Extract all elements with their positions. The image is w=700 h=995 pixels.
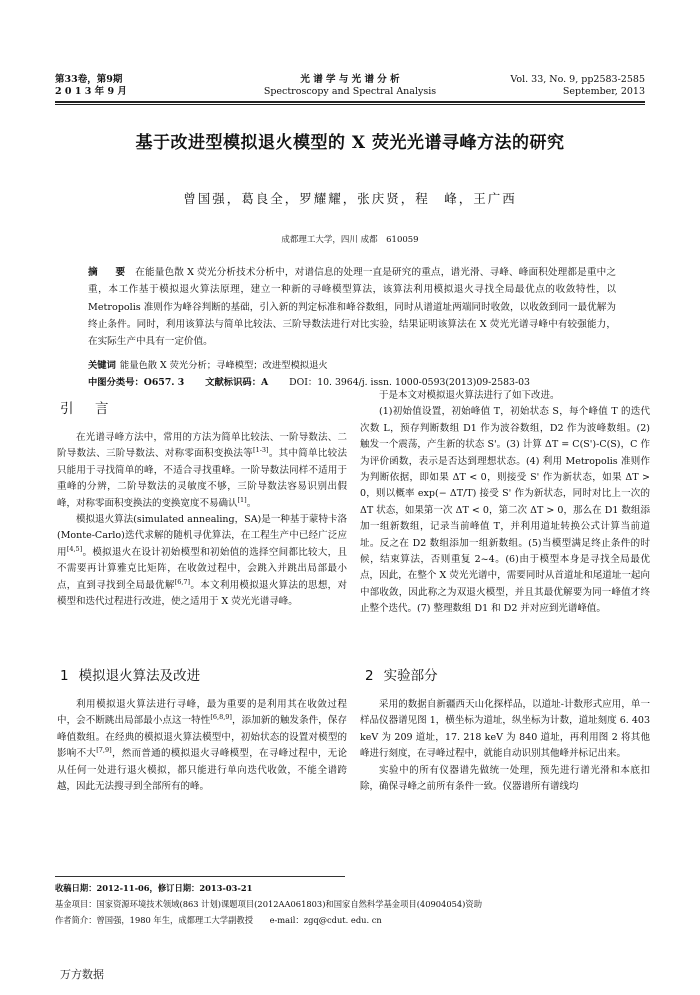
header-date: 2 0 1 3 年 9 月 xyxy=(55,86,127,97)
footnote xyxy=(55,880,615,928)
footnote-received: 收稿日期：2012-11-06，修订日期：2013-03-21 xyxy=(55,883,253,893)
section-2-paragraph-2: 实验中的所有仪器谱先做统一处理，预先进行谱光滑和本底扣除，确保寻峰之前所有条件一致。仪器谱所有谱线均 xyxy=(360,764,650,793)
doi: DOI：10. 3964/j. issn. 1000-0593(2013)09-2583-03 xyxy=(289,377,530,388)
intro-paragraph-1: 在光谱寻峰方法中，常用的方法为简单比较法、一阶导数法、二阶导数法、三阶导数法、对称零面积变换法等[1-3]。其中简单比较法只能用于寻找简单的峰，不适合寻找重峰。一阶导数法同样不适用于重峰的分辨，二阶导数法的灵敏度不够，三阶导数法容易识别出假峰，对称零面积变换法的变换宽度不易确认[1]。 xyxy=(57,432,347,509)
section-2-title: 实验部分 xyxy=(383,668,438,684)
section-1-paragraph: 利用模拟退火算法进行寻峰，最为重要的是利用其在收敛过程中，会不断跳出局部最小点这一特性[6,8,9]，添加新的触发条件，保存峰值数组。在经典的模拟退火算法模型中，初始状态的设置对模型的影响不大[7,9]，然而普通的模拟退火寻峰模型，在寻峰过程中，无论从任何一处进行退火模拟，都只能进行单向迭代收敛，不能全谱跨越，因此无法搜寻到全部所有的峰。 xyxy=(57,699,347,793)
header-month: September, 2013 xyxy=(562,86,645,97)
section-1-title: 模拟退火算法及改进 xyxy=(78,668,201,684)
journal-name-cn: 光 谱 学 与 光 谱 分 析 xyxy=(300,74,400,85)
section-1-heading xyxy=(60,664,200,684)
section-2-number: 2 xyxy=(365,668,374,684)
keywords-text: 能量色散 X 荧光分析；寻峰模型；改进型模拟退火 xyxy=(119,360,328,371)
header-rule-thick xyxy=(55,101,645,103)
journal-issue xyxy=(55,74,127,98)
footnote-author-bio: 作者简介：曾国强，1980 年生，成都理工大学副教授 e-mail：zgq@cdut. edu. cn xyxy=(55,915,382,925)
intro-heading: 引 言 xyxy=(60,401,113,417)
abstract xyxy=(88,264,616,350)
section-2-body xyxy=(360,697,650,795)
watermark-text: 万方数据 xyxy=(60,968,104,981)
header-volume: 第33卷，第9期 xyxy=(55,74,123,85)
keywords xyxy=(88,358,616,374)
abstract-label: 摘 要 xyxy=(88,267,130,278)
paper-title: 基于改进型模拟退火模型的 X 荧光光谱寻峰方法的研究 xyxy=(135,133,565,153)
author-list: 曾国强，葛良全，罗耀耀，张庆贤，程 峰，王广西 xyxy=(183,191,517,206)
document-code: 文献标识码：A xyxy=(205,377,269,388)
intro-body xyxy=(57,430,347,610)
header-vol-pages: Vol. 33, No. 9, pp2583-2585 xyxy=(510,74,645,85)
footnote-fund: 基金项目：国家资源环境技术领域(863 计划)课题项目(2012AA061803)和国家自然科学基金项目(40904054)资助 xyxy=(55,899,482,909)
header-rule-thin xyxy=(55,104,645,105)
section-2-heading xyxy=(365,664,438,684)
section-2-paragraph-1: 采用的数据自新疆西天山化探样品，以道址-计数形式应用，单一样品仪器谱见图 1，横坐标为道址，纵坐标为计数，道址刻度 6. 403 keV 为 209 道址，17. 218 keV 为 840 道址，再利用图 2 将其他峰进行刻度，在寻峰过程中，就能自动识别其他峰并标记出来。 xyxy=(360,699,650,760)
footnote-rule xyxy=(55,876,345,877)
right-column-body xyxy=(360,388,650,618)
keywords-label: 关键词 xyxy=(88,360,116,371)
section-1-number: 1 xyxy=(60,668,69,684)
clc-number: 中图分类号：O657. 3 xyxy=(88,377,185,388)
journal-pages xyxy=(440,74,645,98)
improvement-lead: 于是本文对模拟退火算法进行了如下改进。 xyxy=(379,390,560,401)
journal-name xyxy=(240,74,460,98)
improvement-steps: (1)初始值设置，初始峰值 T，初始状态 S，每个峰值 T 的迭代次数 L，预存判断数组 D1 作为波谷数组，D2 作为波峰数组。(2) 触发一个震荡，产生新的状态 S'。(3) 计算 ΔT = C(S')-C(S)，C 作为评价函数，表示是否达到理想状态。(4) 利用 Metropolis 准则作为判断依据，即如果 ΔT < 0，则接受 S' 作为新状态，如果 ΔT > 0，则以概率 exp(− ΔT/T) 接受 S' 作为新状态，同时对比上一次的 ΔT 状态，如果第一次 ΔT < 0，第二次 ΔT > 0，那么在 D1 数组添加一组新数组，记录当前峰值 T，并利用道址转换公式计算当前道址。反之在 D2 数组添加一组新数组。(5)当模型满足终止条件的时候，结束算法，否则重复 2~4。(6)由于模型本身是寻找全局最优点，因此，在整个 X 荧光光谱中，需要同时从首道址和尾道址一起向中部收敛，因此称之为双退火模型，并且其最优解要为同一峰值才终止整个迭代。(7) 整理数组 D1 和 D2 并对应到光谱峰值。 xyxy=(360,406,650,615)
journal-name-en: Spectroscopy and Spectral Analysis xyxy=(263,86,437,97)
section-1-body xyxy=(57,697,347,795)
abstract-text: 在能量色散 X 荧光分析技术分析中，对谱信息的处理一直是研究的重点，谱光滑、寻峰、峰面积处理都是重中之重，本工作基于模拟退火算法原理，建立一种新的寻峰模型算法，该算法利用模拟退火寻找全局最优点的收敛特性，以 Metropolis 准则作为峰谷判断的基础，引入新的判定标准和峰谷数组，同时从谱道址两端同时收敛，以收敛到同一最优解为终止条件。同时，利用该算法与简单比较法、三阶导数法进行对比实验，结果证明该算法在 X 荧光光谱寻峰中有较强能力，在实际生产中具有一定价值。 xyxy=(88,267,616,348)
affiliation: 成都理工大学，四川 成都 610059 xyxy=(281,235,419,245)
intro-paragraph-2: 模拟退火算法(simulated annealing，SA)是一种基于蒙特卡洛(Monte-Carlo)迭代求解的随机寻优算法，在工程生产中已经广泛应用[4,5]。模拟退火在设计初始模型和初始值的选择空间都比较大，且不需要再计算雅克比矩阵，在收敛过程中，会跳入并跳出局部最小点，直到寻找到全局最优解[6,7]。本文利用模拟退火算法的思想，对模型和迭代过程进行改进，使之适用于 X 荧光光谱寻峰。 xyxy=(57,514,347,608)
